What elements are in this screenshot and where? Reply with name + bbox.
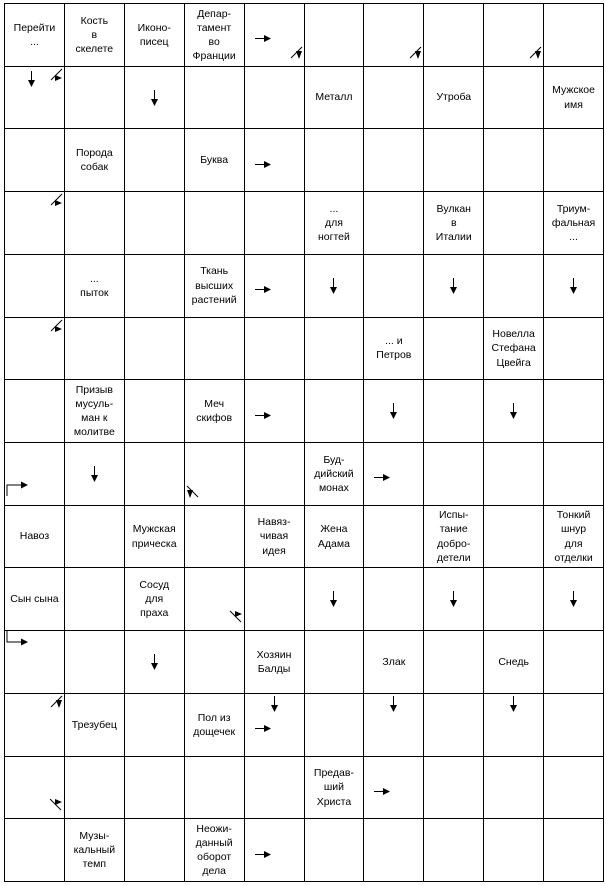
answer-cell[interactable] [364,694,424,757]
clue-cell [305,443,365,506]
clue-text: Музы- кальный темп [73,829,116,871]
clue-cell [5,4,65,67]
answer-cell[interactable] [544,255,604,318]
answer-cell[interactable] [544,757,604,820]
corner-arrow-right-icon [49,798,63,817]
answer-cell[interactable] [424,568,484,631]
answer-cell[interactable] [5,67,65,130]
answer-cell[interactable] [484,443,544,506]
answer-cell[interactable] [544,694,604,757]
clue-cell [305,506,365,569]
answer-cell[interactable] [305,694,365,757]
clue-cell [185,380,245,443]
answer-cell[interactable] [5,380,65,443]
answer-cell[interactable] [185,318,245,381]
answer-cell[interactable] [544,819,604,882]
answer-cell[interactable] [305,380,365,443]
answer-cell[interactable] [424,129,484,192]
answer-cell[interactable] [484,819,544,882]
arrow-right-icon [255,30,271,48]
clue-text: Снедь [498,655,529,668]
arrow-down-icon [329,278,338,294]
answer-cell[interactable] [125,819,185,882]
bent-arrow-right-icon [6,480,30,501]
answer-cell[interactable] [364,506,424,569]
clue-text: Буква [200,154,229,167]
answer-cell[interactable] [364,819,424,882]
clue-cell [305,67,365,130]
clue-cell [65,129,125,192]
clue-text: Депар- тамент во Франции [192,7,236,63]
clue-text: Порода собак [75,147,113,174]
answer-cell[interactable] [544,631,604,694]
answer-cell[interactable] [544,568,604,631]
clue-text: Новелла Стефана Цвейга [491,328,536,369]
answer-cell[interactable] [424,631,484,694]
corner-arrow-right-icon [49,319,63,338]
clue-cell [185,819,245,882]
answer-cell[interactable] [65,67,125,130]
answer-cell[interactable] [484,568,544,631]
clue-cell [484,318,544,381]
answer-cell[interactable] [484,192,544,255]
answer-cell[interactable] [245,255,305,318]
answer-cell[interactable] [185,631,245,694]
arrow-down-icon [329,591,338,612]
corner-arrow-down-icon [186,485,200,499]
clue-text: Перейти ... [13,21,56,48]
answer-cell[interactable] [484,67,544,130]
arrow-down-icon [90,466,99,482]
arrow-right-icon [374,469,390,487]
clue-cell [424,192,484,255]
arrow-down-icon [569,591,578,607]
arrow-right-icon [255,720,271,738]
answer-cell[interactable] [125,694,185,757]
clue-text: Сосуд для праха [139,579,170,620]
answer-cell[interactable] [484,255,544,318]
answer-cell[interactable] [125,380,185,443]
answer-cell[interactable] [364,67,424,130]
arrow-down-icon [270,696,279,717]
arrow-down-icon [389,696,398,717]
answer-cell[interactable] [125,757,185,820]
clue-text: Иконо- писец [137,21,171,48]
arrow-down-icon [150,90,159,111]
arrow-down-icon [90,466,99,487]
clue-cell [424,506,484,569]
clue-cell [65,255,125,318]
answer-cell[interactable] [125,443,185,506]
answer-cell[interactable] [65,318,125,381]
clue-cell [484,631,544,694]
clue-text: Пол из дощечек [193,711,236,738]
clue-cell [5,506,65,569]
answer-cell[interactable] [424,255,484,318]
clue-text: Триум- фальная ... [551,202,596,244]
corner-arrow-right-icon [49,68,63,82]
answer-cell[interactable] [245,380,305,443]
answer-cell[interactable] [185,568,245,631]
answer-cell[interactable] [5,318,65,381]
answer-cell[interactable] [364,129,424,192]
answer-cell[interactable] [484,380,544,443]
arrow-down-icon [509,403,518,419]
answer-cell[interactable] [5,192,65,255]
arrow-right-icon [255,407,271,425]
answer-cell[interactable] [305,568,365,631]
clue-cell [65,819,125,882]
answer-cell[interactable] [65,631,125,694]
corner-arrow-down-icon [289,46,303,65]
answer-cell[interactable] [484,506,544,569]
clue-text: Навоз [19,530,50,543]
clue-cell [125,4,185,67]
answer-cell[interactable] [484,757,544,820]
corner-arrow-down-icon [528,46,542,60]
clue-text: Мужское имя [552,84,595,111]
clue-cell [125,506,185,569]
corner-arrow-down-icon [49,695,63,709]
answer-cell[interactable] [364,443,424,506]
clue-cell [544,506,604,569]
clue-cell [245,506,305,569]
arrow-down-icon [569,278,578,294]
clue-text: ... для ногтей [318,202,350,244]
answer-cell[interactable] [5,129,65,192]
clue-text: Меч скифов [196,397,233,425]
answer-cell[interactable] [185,443,245,506]
answer-cell[interactable] [245,757,305,820]
clue-text: Мужская прическа [131,523,177,550]
arrow-down-icon [329,591,338,607]
answer-cell[interactable] [245,443,305,506]
clue-text: Тонкий шнур для отделки [554,509,593,564]
corner-arrow-down-icon [186,485,200,504]
clue-text: Неожи- данный оборот дела [195,822,233,878]
answer-cell[interactable] [245,192,305,255]
arrow-down-icon [329,278,338,299]
answer-cell[interactable] [424,443,484,506]
clue-cell [245,631,305,694]
answer-cell[interactable] [245,318,305,381]
corner-arrow-right-icon [49,193,63,207]
answer-cell[interactable] [424,4,484,67]
answer-cell[interactable] [65,568,125,631]
corner-arrow-down-icon [49,695,63,714]
clue-text: Предав- ший Христа [313,767,354,808]
answer-cell[interactable] [424,318,484,381]
clue-cell [185,255,245,318]
answer-cell[interactable] [305,318,365,381]
corner-arrow-down-icon [408,46,422,60]
arrow-right-icon [255,724,271,733]
answer-cell[interactable] [484,4,544,67]
clue-cell [65,4,125,67]
arrow-right-icon [374,783,390,801]
corner-arrow-right-icon [229,610,243,624]
arrow-down-icon [27,71,36,87]
clue-cell [185,129,245,192]
answer-cell[interactable] [305,4,365,67]
arrow-down-icon [509,696,518,712]
answer-cell[interactable] [305,255,365,318]
clue-cell [424,67,484,130]
answer-cell[interactable] [544,318,604,381]
answer-cell[interactable] [364,568,424,631]
clue-text: Призыв мусуль- ман к молитве [73,383,115,439]
clue-text: Буд- дийский монах [314,453,354,494]
answer-cell[interactable] [364,255,424,318]
arrow-down-icon [150,654,159,675]
answer-cell[interactable] [424,757,484,820]
clue-text: Сын сына [10,593,59,606]
answer-cell[interactable] [5,694,65,757]
arrow-down-icon [509,696,518,717]
answer-cell[interactable] [364,4,424,67]
arrow-right-icon [255,34,271,43]
answer-cell[interactable] [125,255,185,318]
answer-cell[interactable] [125,318,185,381]
arrow-down-icon [270,696,279,712]
bent-arrow-right-icon [6,631,30,652]
answer-cell[interactable] [245,129,305,192]
answer-cell[interactable] [125,192,185,255]
clue-text: Ткань высших растений [191,265,237,306]
clue-text: ... пыток [80,272,109,299]
answer-cell[interactable] [65,443,125,506]
answer-cell[interactable] [424,380,484,443]
answer-cell[interactable] [364,192,424,255]
clue-cell [185,4,245,67]
arrow-right-icon [255,156,271,174]
answer-cell[interactable] [245,4,305,67]
answer-cell[interactable] [125,67,185,130]
answer-cell[interactable] [424,694,484,757]
answer-cell[interactable] [484,694,544,757]
arrow-down-icon [449,591,458,607]
answer-cell[interactable] [544,4,604,67]
arrow-down-icon [27,71,36,92]
arrow-down-icon [389,696,398,712]
arrow-down-icon [150,90,159,106]
answer-cell[interactable] [245,67,305,130]
corner-arrow-right-icon [49,68,63,87]
answer-cell[interactable] [5,255,65,318]
answer-cell[interactable] [544,443,604,506]
answer-cell[interactable] [364,757,424,820]
answer-cell[interactable] [484,129,544,192]
corner-arrow-right-icon [49,193,63,212]
clue-text: Утроба [436,91,472,104]
answer-cell[interactable] [65,506,125,569]
answer-cell[interactable] [544,380,604,443]
corner-arrow-right-icon [229,610,243,629]
answer-cell[interactable] [544,129,604,192]
answer-cell[interactable] [364,380,424,443]
answer-cell[interactable] [185,757,245,820]
arrow-right-icon [374,473,390,482]
clue-text: Трезубец [71,718,117,731]
arrow-down-icon [509,403,518,424]
clue-cell [305,757,365,820]
clue-cell [364,631,424,694]
arrow-down-icon [449,278,458,294]
arrow-down-icon [449,591,458,612]
corner-arrow-right-icon [49,798,63,812]
corner-arrow-down-icon [528,46,542,65]
bent-arrow-right-icon [6,631,30,647]
clue-text: Кость в скелете [75,14,114,55]
clue-cell [364,318,424,381]
answer-cell[interactable] [185,506,245,569]
answer-cell[interactable] [185,192,245,255]
bent-arrow-right-icon [6,480,30,496]
answer-cell[interactable] [125,631,185,694]
arrow-right-icon [255,846,271,864]
clue-text: Злак [382,655,406,668]
arrow-down-icon [569,591,578,612]
corner-arrow-down-icon [408,46,422,65]
clue-cell [65,694,125,757]
answer-cell[interactable] [245,819,305,882]
clue-text: Навяз- чивая идея [257,516,291,557]
arrow-right-icon [255,285,271,294]
clue-cell [305,192,365,255]
corner-arrow-down-icon [289,46,303,60]
arrow-down-icon [449,278,458,299]
clue-cell [125,568,185,631]
answer-cell[interactable] [424,819,484,882]
answer-cell[interactable] [305,631,365,694]
answer-cell[interactable] [305,129,365,192]
arrow-right-icon [255,281,271,299]
answer-cell[interactable] [5,631,65,694]
clue-text: Жена Адама [317,523,350,550]
clue-text: Вулкан в Италии [435,202,472,244]
answer-cell[interactable] [5,443,65,506]
answer-cell[interactable] [245,694,305,757]
answer-cell[interactable] [65,192,125,255]
answer-cell[interactable] [305,819,365,882]
clue-text: Металл [315,91,353,104]
answer-cell[interactable] [65,757,125,820]
clue-text: Испы- тание добро- детели [436,509,471,564]
clue-cell [185,694,245,757]
corner-arrow-right-icon [49,319,63,333]
arrow-right-icon [374,787,390,796]
clue-cell [65,380,125,443]
arrow-down-icon [389,403,398,424]
clue-cell [544,67,604,130]
answer-cell[interactable] [185,67,245,130]
answer-cell[interactable] [5,819,65,882]
answer-cell[interactable] [125,129,185,192]
clue-cell [544,192,604,255]
answer-cell[interactable] [5,757,65,820]
arrow-down-icon [569,278,578,299]
clue-text: ... и Петров [376,335,412,362]
answer-cell[interactable] [245,568,305,631]
arrow-down-icon [150,654,159,670]
clue-text: Хозяин Балды [256,648,292,675]
arrow-right-icon [255,160,271,169]
arrow-right-icon [255,411,271,420]
crossword-grid [4,3,604,882]
clue-cell [5,568,65,631]
arrow-right-icon [255,850,271,859]
arrow-down-icon [389,403,398,419]
